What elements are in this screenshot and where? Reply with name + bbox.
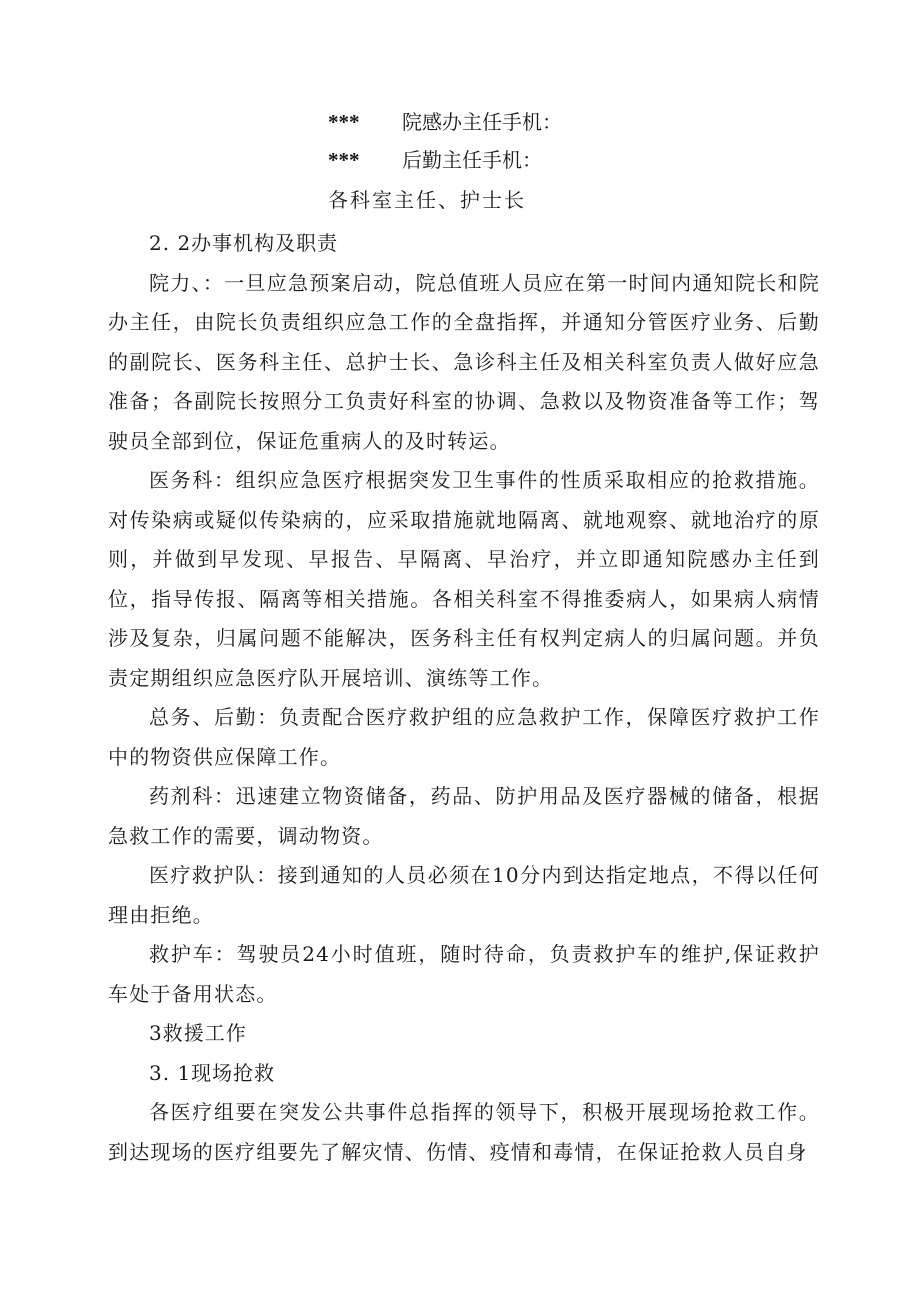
contact-label: 后勤主任手机： (402, 148, 542, 172)
contact-label: 院感办主任手机： (402, 110, 562, 134)
paragraph-general-affairs: 总务、后勤：负责配合医疗救护组的应急救护工作，保障医疗救护工作中的物资供应保障工作。 (108, 705, 820, 769)
section-heading-3-1: 3. 1现场抢救 (149, 1060, 276, 1085)
paragraph-onsite-rescue: 各医疗组要在突发公共事件总指挥的领导下，积极开展现场抢救工作。到达现场的医疗组要先了解灾情、伤情、疫情和毒情，在保证抢救人员自身 (108, 1100, 820, 1164)
paragraph-hospital-office: 院力、：一旦应急预案启动，院总值班人员应在第一时间内通知院长和院办主任，由院长负责组织应急工作的全盘指挥，并通知分管医疗业务、后勤的副院长、医务科主任、总护士长、急诊科主任及相关科室负责人做好应急准备；各副院长按照分工负责好科室的协调、急救以及物资准备等工作；驾驶员全部到位，保证危重病人的及时转运。 (108, 270, 820, 453)
dept-heads-line: 各科室主任、护士长 (328, 188, 526, 212)
contact-line-infection-office (328, 108, 562, 136)
paragraph-ambulance: 救护车：驾驶员24小时值班，随时待命，负责救护车的维护,保证救护车处于备用状态。 (108, 942, 820, 1006)
paragraph-medical-affairs: 医务科：组织应急医疗根据突发卫生事件的性质采取相应的抢救措施。对传染病或疑似传染病的，应采取措施就地隔离、就地观察、就地治疗的原则，并做到早发现、早报告、早隔离、早治疗，并立即通知院感办主任到位，指导传报、隔离等相关措施。各相关科室不得推委病人，如果病人病情涉及复杂，归属问题不能解决，医务科主任有权判定病人的归属问题。并负责定期组织应急医疗队开展培训、演练等工作。 (108, 468, 820, 690)
paragraph-rescue-team: 医疗救护队：接到通知的人员必须在10分内到达指定地点，不得以任何理由拒绝。 (108, 863, 820, 927)
masked-name: *** (328, 148, 360, 172)
masked-name: *** (328, 110, 360, 134)
contact-line-logistics (328, 146, 542, 174)
document-body (108, 224, 820, 1172)
section-heading-2-2: 2. 2办事机构及职责 (149, 231, 339, 255)
paragraph-pharmacy: 药剂科：迅速建立物资储备，药品、防护用品及医疗器械的储备，根据急救工作的需要，调动物资。 (108, 784, 820, 848)
section-heading-3: 3救援工作 (149, 1021, 247, 1045)
